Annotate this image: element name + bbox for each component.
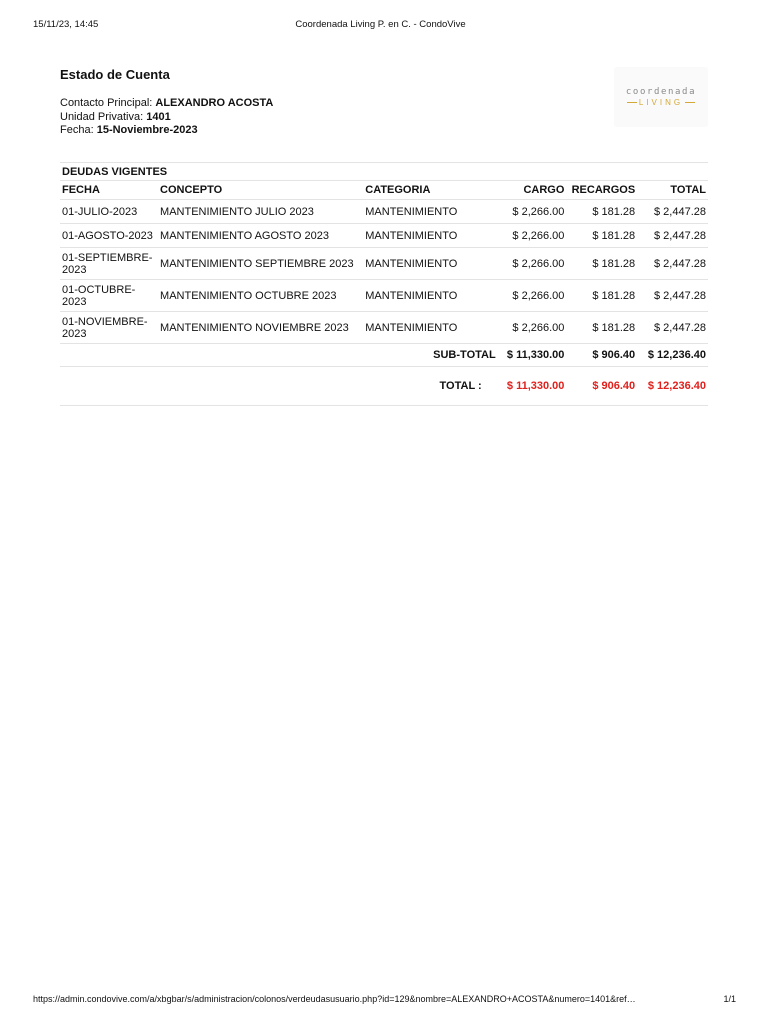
cell-recargos: $ 181.28 <box>566 224 637 248</box>
cell-fecha: 01-NOVIEMBRE-2023 <box>60 312 158 344</box>
cell-categoria: MANTENIMIENTO <box>363 200 497 224</box>
cell-recargos: $ 181.28 <box>566 312 637 344</box>
col-cargo: CARGO <box>498 181 567 200</box>
unit-value: 1401 <box>146 110 171 123</box>
col-categoria: CATEGORIA <box>363 181 497 200</box>
logo-line-2: LIVING <box>614 98 708 107</box>
contact-label: Contacto Principal: <box>60 97 153 109</box>
cell-categoria: MANTENIMIENTO <box>363 224 497 248</box>
cell-total: $ 2,447.28 <box>637 200 708 224</box>
date-row <box>60 124 273 138</box>
cell-cargo: $ 2,266.00 <box>498 248 567 280</box>
cell-cargo: $ 2,266.00 <box>498 312 567 344</box>
print-date: 15/11/23, 14:45 <box>33 19 99 30</box>
print-footer <box>33 994 736 1008</box>
page-title: Coordenada Living P. en C. - CondoVive <box>295 19 466 30</box>
subtotal-row <box>60 344 708 367</box>
cell-cargo: $ 2,266.00 <box>498 224 567 248</box>
cell-fecha: 01-SEPTIEMBRE-2023 <box>60 248 158 280</box>
cell-concepto: MANTENIMIENTO JULIO 2023 <box>158 200 363 224</box>
logo-line-1: coordenada <box>625 87 697 97</box>
cell-fecha: 01-AGOSTO-2023 <box>60 224 158 248</box>
contact-row <box>60 97 273 111</box>
cell-categoria: MANTENIMIENTO <box>363 280 497 312</box>
cell-recargos: $ 181.28 <box>566 200 637 224</box>
cell-concepto: MANTENIMIENTO OCTUBRE 2023 <box>158 280 363 312</box>
section-title: DEUDAS VIGENTES <box>60 163 708 181</box>
col-recargos: RECARGOS <box>566 181 637 200</box>
col-fecha: FECHA <box>60 181 158 200</box>
section-title-row <box>60 163 708 181</box>
debts-table <box>60 162 708 406</box>
account-info <box>60 97 273 138</box>
table-row <box>60 224 708 248</box>
cell-total: $ 2,447.28 <box>637 280 708 312</box>
subtotal-total: $ 12,236.40 <box>637 344 708 367</box>
company-logo <box>614 67 708 127</box>
cell-concepto: MANTENIMIENTO AGOSTO 2023 <box>158 224 363 248</box>
grand-total-row <box>60 367 708 406</box>
table-row <box>60 312 708 344</box>
cell-cargo: $ 2,266.00 <box>498 280 567 312</box>
cell-recargos: $ 181.28 <box>566 280 637 312</box>
cell-fecha: 01-JULIO-2023 <box>60 200 158 224</box>
date-value: 15-Noviembre-2023 <box>96 124 198 136</box>
page-number: 1/1 <box>723 994 736 1004</box>
col-total: TOTAL <box>637 181 708 200</box>
unit-label: Unidad Privativa: <box>60 110 144 123</box>
date-label: Fecha: <box>60 124 94 136</box>
table-row <box>60 248 708 280</box>
table-row <box>60 200 708 224</box>
grand-total-label: TOTAL : <box>60 367 498 406</box>
cell-total: $ 2,447.28 <box>637 224 708 248</box>
table-header <box>60 181 708 200</box>
page-url: https://admin.condovive.com/a/xbgbar/s/administracion/colonos/verdeudasusuario.php?id=129&nombre=ALEXANDRO+ACOSTA&numero=1401&ref… <box>33 994 636 1004</box>
cell-concepto: MANTENIMIENTO NOVIEMBRE 2023 <box>158 312 363 344</box>
table-row <box>60 280 708 312</box>
cell-categoria: MANTENIMIENTO <box>363 312 497 344</box>
cell-recargos: $ 181.28 <box>566 248 637 280</box>
cell-cargo: $ 2,266.00 <box>498 200 567 224</box>
document-title: Estado de Cuenta <box>60 67 170 82</box>
print-header <box>33 19 728 33</box>
subtotal-cargo: $ 11,330.00 <box>498 344 567 367</box>
cell-fecha: 01-OCTUBRE-2023 <box>60 280 158 312</box>
unit-row <box>60 111 273 125</box>
cell-total: $ 2,447.28 <box>637 248 708 280</box>
subtotal-label: SUB-TOTAL <box>60 344 498 367</box>
col-concepto: CONCEPTO <box>158 181 363 200</box>
debts-section <box>60 162 708 406</box>
contact-value: ALEXANDRO ACOSTA <box>155 97 274 109</box>
cell-concepto: MANTENIMIENTO SEPTIEMBRE 2023 <box>158 248 363 280</box>
grand-total-recargos: $ 906.40 <box>566 367 637 406</box>
grand-total-cargo: $ 11,330.00 <box>498 367 567 406</box>
cell-categoria: MANTENIMIENTO <box>363 248 497 280</box>
subtotal-recargos: $ 906.40 <box>566 344 637 367</box>
cell-total: $ 2,447.28 <box>637 312 708 344</box>
grand-total-total: $ 12,236.40 <box>637 367 708 406</box>
